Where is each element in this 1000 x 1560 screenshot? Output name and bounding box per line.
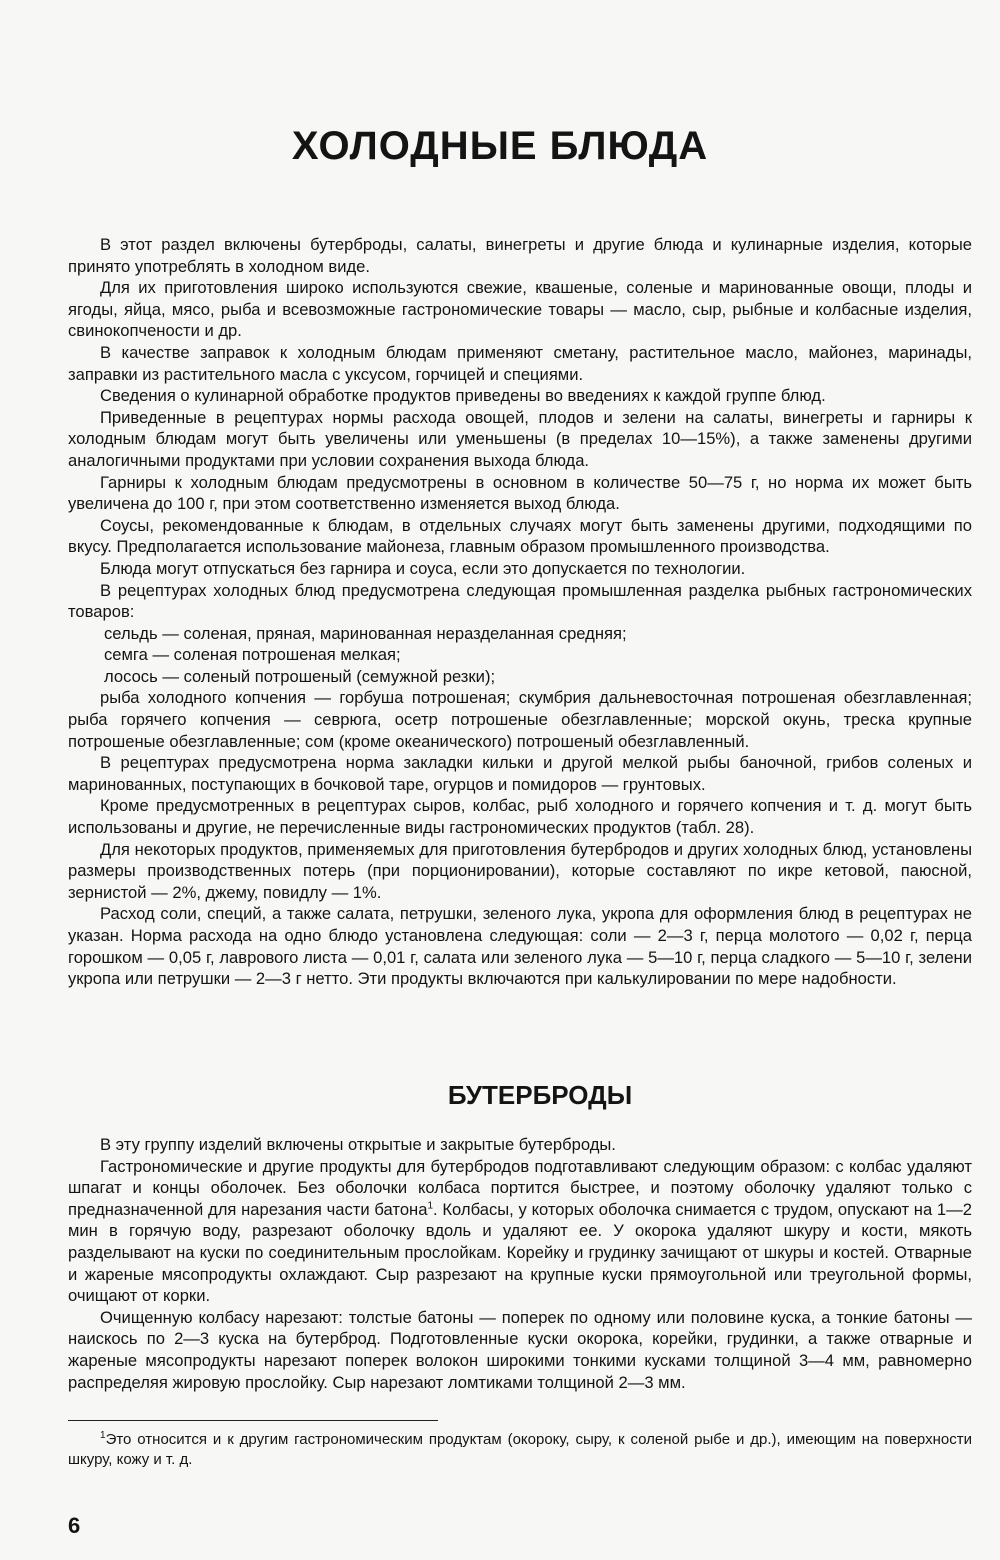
page-number: 6 <box>68 1513 81 1538</box>
paragraph: В качестве заправок к холодным блюдам применяют сметану, растительное масло, майонез, маринады, заправки из растительного масла с уксусом, горчицей и специями. <box>68 342 972 384</box>
paragraph: В рецептурах предусмотрена норма закладки кильки и другой мелкой рыбы баночной, грибов соленых и маринованных, поступающих в бочковой таре, огурцов и помидоров — грунтовых. <box>68 753 972 794</box>
section-text <box>68 1134 972 1393</box>
footnote <box>68 1430 972 1470</box>
list-item: сельдь — соленая, пряная, маринованная неразделанная средняя; <box>104 623 627 643</box>
paragraph: В этот раздел включены бутерброды, салаты, винегреты и другие блюда и кулинарные изделия, которые принято употреблять в холодном виде. <box>68 235 972 276</box>
paragraph: В рецептурах холодных блюд предусмотрена следующая промышленная разделка рыбных гастрономических товаров: <box>68 580 972 622</box>
list-item: семга — соленая потрошеная мелкая; <box>104 645 401 665</box>
paragraph: В эту группу изделий включены открытые и закрытые бутерброды. <box>100 1135 616 1154</box>
paragraph: Соусы, рекомендованные к блюдам, в отдельных случаях могут быть заменены другими, подходящими по вкусу. Предполагается использование майонеза, главным образом промышленного производства. <box>68 515 972 557</box>
paragraph: Для некоторых продуктов, применяемых для приготовления бутербродов и других холодных блюд, установлены размеры производственных потерь (при порционировании), которые составляют по икре кетовой, паюсной, зернистой — 2%, джему, повидлу — 1%. <box>68 839 972 902</box>
paragraph: Приведенные в рецептурах нормы расхода овощей, плодов и зелени на салаты, винегреты и гарниры к холодным блюдам могут быть увеличены или уменьшены (в пределах 10—15%), а также заменены другими аналогичными продуктами при условии сохранения выхода блюда. <box>68 407 972 470</box>
paragraph: Очищенную колбасу нарезают: толстые батоны — поперек по одному или половине куска, а тонкие батоны — наискось по 2—3 куска на бутерброд. Подготовленные куски окорока, корейки, грудинки, а также отварные и жареные мясопродукты нарезают поперек волокон широкими тонкими кусками толщиной 3—4 мм, равномерно распределяя жировую прослойку. Сыр нарезают ломтиками толщиной 2—3 мм. <box>68 1307 972 1392</box>
footnote-text: Это относится и к другим гастрономическим продуктам (окороку, сыру, к соленой рыбе и др.), имеющим на поверхности шкуру, кожу и т. д. <box>68 1431 972 1468</box>
list-item: лосось — соленый потрошеный (семужной резки); <box>104 666 496 686</box>
page-title: ХОЛОДНЫЕ БЛЮДА <box>291 124 709 168</box>
paragraph: Блюда могут отпускаться без гарнира и соуса, если это допускается по технологии. <box>100 558 746 578</box>
list-item: рыба холодного копчения — горбуша потрошеная; скумбрия дальневосточная потрошеная обезглавленная; рыба горячего копчения — севрюга, осетр потрошеные обезглавленные; морской окунь, треска крупные потрошеные обезглавленные; сом (кроме океанического) потрошеный обезглавленный. <box>68 688 972 751</box>
paragraph: Расход соли, специй, а также салата, петрушки, зеленого лука, укропа для оформления блюд в рецептурах не указан. Норма расхода на одно блюдо установлена следующая: соли — 2—3 г, перца молотого — 0,02 г, перца горошком — 0,05 г, лаврового листа — 0,01 г, салата или зеленого лука — 5—10 г, перца сладкого — 5—10 г, зелени укропа или петрушки — 2—3 г нетто. Эти продукты включаются при калькулировании по мере надобности. <box>68 904 972 989</box>
footnote-divider <box>68 1420 438 1421</box>
intro-text <box>68 234 972 990</box>
paragraph: Гарниры к холодным блюдам предусмотрены в основном в количестве 50—75 г, но норма их может быть увеличена до 100 г, при этом соответственно изменяется выход блюда. <box>68 472 972 514</box>
paragraph-part: . Колбасы, у которых оболочка снимается с трудом, опускают на 1—2 мин в горячую воду, разрезают оболочку вдоль и удаляют ее. У окорока удаляют шкуру и кости, мякоть разделывают на куски по соединительным прослойкам. Корейку и грудинку зачищают от шкуры и костей. Отварные и жареные мясопродукты охлаждают. Сыр разрезают на крупные куски прямоугольной или треугольной формы, очищают от корки. <box>68 1199 972 1306</box>
footnote-reference: 1 <box>427 1200 434 1212</box>
footnote-mark: 1 <box>100 1430 106 1441</box>
paragraph: Для их приготовления широко используются свежие, квашеные, соленые и маринованные овощи, плоды и ягоды, яйца, мясо, рыба и всевозможные гастрономические товары — масло, сыр, рыбные и колбасные изделия, свинокопчености и др. <box>68 278 972 341</box>
section-title: БУТЕРБРОДЫ <box>447 1080 633 1110</box>
paragraph-part: Гастрономические и другие продукты для бутербродов подготавливают следующим образом: с колбас удаляют шпагат и концы оболочек. Без оболочки колбаса портится быстрее, и поэтому оболочку удаляют только с предназначенной для нарезания части батона <box>68 1156 972 1219</box>
paragraph: Кроме предусмотренных в рецептурах сыров, колбас, рыб холодного и горячего копчения и т. д. могут быть использованы и другие, не перечисленные виды гастрономических продуктов (табл. 28). <box>68 796 972 838</box>
paragraph: Сведения о кулинарной обработке продуктов приведены во введениях к каждой группе блюд. <box>100 386 826 406</box>
paragraph <box>68 1156 972 1307</box>
